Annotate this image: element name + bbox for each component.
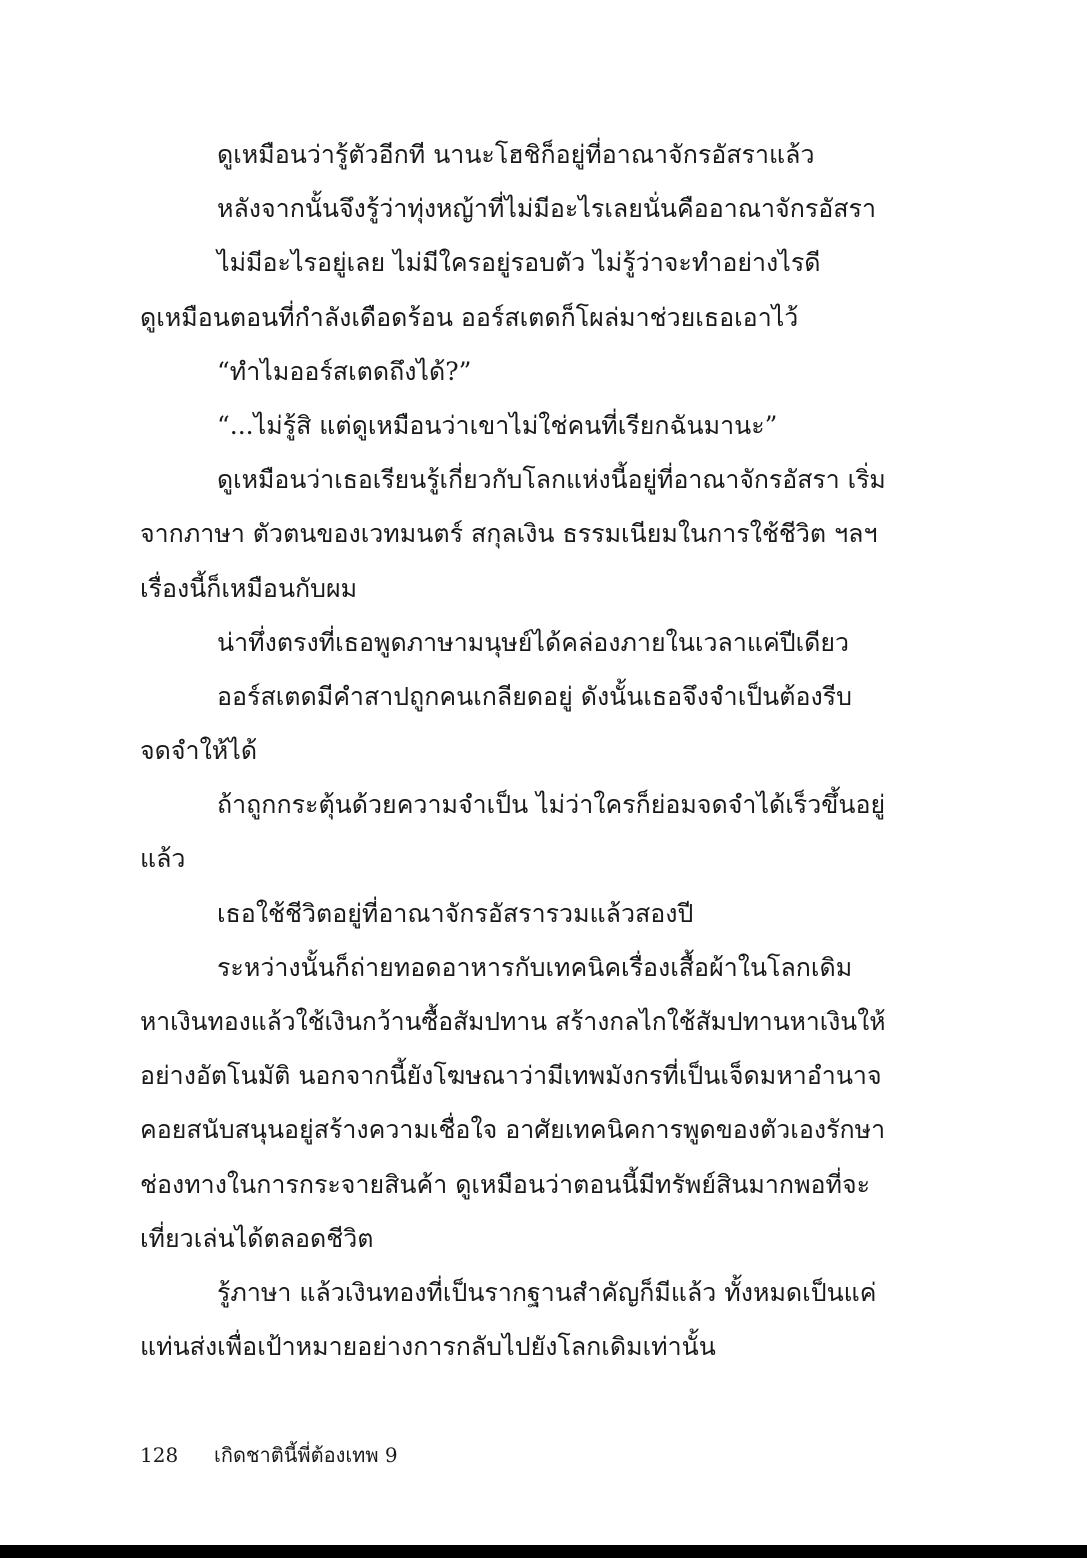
text-line: แล้ว xyxy=(140,844,186,874)
text-line: ออร์สเตดมีคำสาปถูกคนเกลียดอยู่ ดังนั้นเธอจึงจำเป็นต้องรีบ xyxy=(217,681,852,711)
text-line: คอยสนับสนุนอยู่สร้างความเชื่อใจ อาศัยเทคนิคการพูดของตัวเองรักษา xyxy=(140,1115,886,1145)
text-line: จดจำให้ได้ xyxy=(140,736,258,766)
text-line: เธอใช้ชีวิตอยู่ที่อาณาจักรอัสรารวมแล้วสองปี xyxy=(217,898,694,928)
text-line: จากภาษา ตัวตนของเวทมนตร์ สกุลเงิน ธรรมเนียมในการใช้ชีวิต ฯลฯ xyxy=(140,519,878,549)
text-line: ดูเหมือนว่าเธอเรียนรู้เกี่ยวกับโลกแห่งนี้อยู่ที่อาณาจักรอัสรา เริ่ม xyxy=(217,465,886,495)
text-line: เที่ยวเล่นได้ตลอดชีวิต xyxy=(140,1223,374,1253)
book-title: เกิดชาตินี้พี่ต้องเทพ 9 xyxy=(214,1443,398,1467)
text-line: ช่องทางในการกระจายสินค้า ดูเหมือนว่าตอนนี้มีทรัพย์สินมากพอที่จะ xyxy=(140,1169,871,1199)
text-line: อย่างอัตโนมัติ นอกจากนี้ยังโฆษณาว่ามีเทพมังกรที่เป็นเจ็ดมหาอำนาจ xyxy=(140,1061,882,1091)
text-line: ถ้าถูกกระตุ้นด้วยความจำเป็น ไม่ว่าใครก็ย่อมจดจำได้เร็วขึ้นอยู่ xyxy=(217,790,886,820)
page-number: 128 xyxy=(140,1443,179,1467)
text-line: ดูเหมือนว่ารู้ตัวอีกที นานะโฮชิก็อยู่ที่อาณาจักรอัสราแล้ว xyxy=(217,140,815,169)
text-line: ระหว่างนั้นก็ถ่ายทอดอาหารกับเทคนิคเรื่องเสื้อผ้าในโลกเดิม xyxy=(217,952,853,982)
bottom-black-bar xyxy=(0,1545,1087,1558)
text-line: “...ไม่รู้สิ แต่ดูเหมือนว่าเขาไม่ใช่คนที่เรียกฉันมานะ” xyxy=(217,410,778,440)
text-line: เรื่องนี้ก็เหมือนกับผม xyxy=(140,573,358,603)
text-line: น่าทึ่งตรงที่เธอพูดภาษามนุษย์ได้คล่องภายในเวลาแค่ปีเดียว xyxy=(217,627,850,657)
text-line: “ทำไมออร์สเตดถึงได้?” xyxy=(217,356,472,386)
body-text xyxy=(140,128,886,1374)
text-line: ดูเหมือนตอนที่กำลังเดือดร้อน ออร์สเตดก็โผล่มาช่วยเธอเอาไว้ xyxy=(140,302,799,332)
text-line: หลังจากนั้นจึงรู้ว่าทุ่งหญ้าที่ไม่มีอะไรเลยนั่นคืออาณาจักรอัสรา xyxy=(217,194,876,224)
text-line: แท่นส่งเพื่อเป้าหมายอย่างการกลับไปยังโลกเดิมเท่านั้น xyxy=(140,1332,716,1362)
text-line: รู้ภาษา แล้วเงินทองที่เป็นรากฐานสำคัญก็มีแล้ว ทั้งหมดเป็นแค่ xyxy=(217,1277,877,1307)
text-line: ไม่มีอะไรอยู่เลย ไม่มีใครอยู่รอบตัว ไม่รู้ว่าจะทำอย่างไรดี xyxy=(217,248,821,278)
page-footer xyxy=(140,1440,398,1470)
text-line: หาเงินทองแล้วใช้เงินกว้านซื้อสัมปทาน สร้างกลไกใช้สัมปทานหาเงินให้ xyxy=(140,1007,886,1036)
